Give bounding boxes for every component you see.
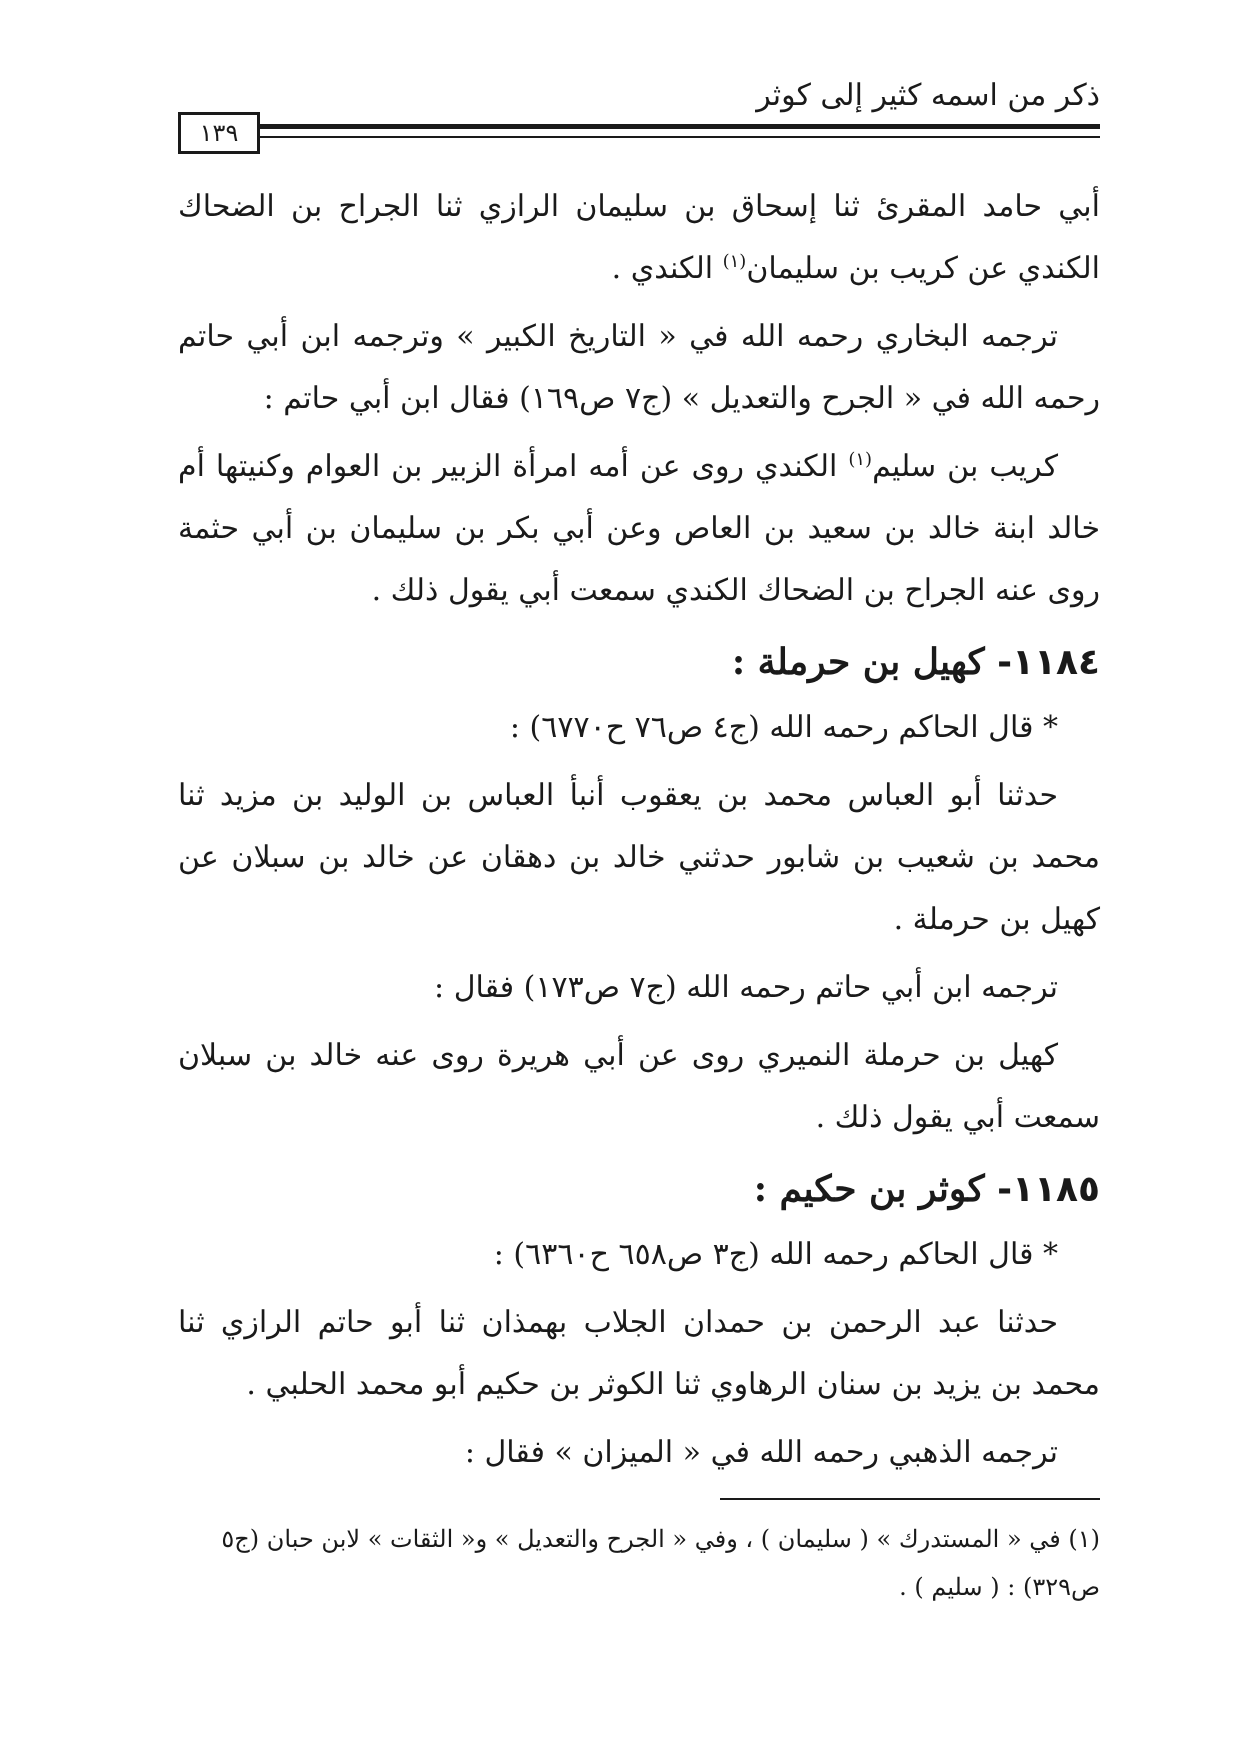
paragraph-8: ترجمه الذهبي رحمه الله في « الميزان » فقال : bbox=[464, 1435, 1058, 1470]
entry-heading-1185 bbox=[178, 1155, 1100, 1224]
paragraph-4: حدثنا أبو العباس محمد بن يعقوب أنبأ العباس بن الوليد بن مزيد ثنا محمد بن شعيب بن شابور حدثني خالد بن دهقان عن خالد بن سبلان عن كهيل بن حرملة . bbox=[178, 778, 1100, 937]
running-title: ذكر من اسمه كثير إلى كوثر bbox=[756, 78, 1100, 113]
page-number bbox=[178, 112, 260, 154]
paragraph-2: ترجمه البخاري رحمه الله في « التاريخ الكبير » وترجمه ابن أبي حاتم رحمه الله في « الجرح والتعديل » (ج٧ ص١٦٩) فقال ابن أبي حاتم : bbox=[178, 319, 1100, 416]
paragraph-3-end: الكندي روى عن أمه امرأة الزبير بن العوام وكنيتها أم خالد ابنة خالد بن سعيد بن العاص وعن أبي بكر بن سليمان بن أبي حثمة روى عنه الجراح بن الضحاك الكندي سمعت أبي يقول ذلك . bbox=[178, 449, 1100, 608]
page-number-text: ١٣٩ bbox=[199, 119, 239, 147]
footnote-1-line-1: (١) في « المستدرك » ( سليمان ) ، وفي « الجرح والتعديل » و« الثقات » لابن حبان (ج٥ bbox=[221, 1525, 1100, 1553]
entry-heading-1184 bbox=[178, 628, 1100, 697]
paragraph-3 bbox=[178, 436, 1100, 622]
paragraph-1-text: أبي حامد المقرئ ثنا إسحاق بن سليمان الرازي ثنا الجراح بن الضحاك الكندي عن كريب بن سليمان bbox=[178, 189, 1100, 286]
entry-number: ١١٨٥- bbox=[997, 1169, 1100, 1210]
paragraph-5: ترجمه ابن أبي حاتم رحمه الله (ج٧ ص١٧٣) فقال : bbox=[434, 970, 1058, 1005]
entry-number: ١١٨٤- bbox=[997, 642, 1100, 683]
footnote-marker: (١) bbox=[722, 251, 747, 272]
source-citation-2: * قال الحاكم رحمه الله (ج٣ ص٦٥٨ ح٦٣٦٠) : bbox=[493, 1237, 1058, 1272]
header-rule bbox=[258, 124, 1100, 138]
paragraph-1 bbox=[178, 176, 1100, 300]
paragraph-6: كهيل بن حرملة النميري روى عن أبي هريرة روى عنه خالد بن سبلان سمعت أبي يقول ذلك . bbox=[178, 1038, 1100, 1135]
entry-title: كوثر بن حكيم : bbox=[753, 1168, 985, 1210]
main-text bbox=[178, 176, 1100, 1490]
footnotes bbox=[178, 1515, 1100, 1611]
paragraph-7: حدثنا عبد الرحمن بن حمدان الجلاب بهمذان ثنا أبو حاتم الرازي ثنا محمد بن يزيد بن سنان الرهاوي ثنا الكوثر بن حكيم أبو محمد الحلبي . bbox=[178, 1305, 1100, 1402]
source-citation-1: * قال الحاكم رحمه الله (ج٤ ص٧٦ ح٦٧٧٠) : bbox=[509, 710, 1058, 745]
footnote-1-line-2: ص٣٢٩) : ( سليم ) . bbox=[899, 1573, 1100, 1601]
entry-title: كهيل بن حرملة : bbox=[731, 641, 985, 683]
footnote-separator bbox=[720, 1498, 1100, 1500]
paragraph-3-text: كريب بن سليم bbox=[872, 449, 1058, 484]
paragraph-1-end: الكندي . bbox=[611, 251, 723, 286]
footnote-marker: (١) bbox=[848, 449, 873, 470]
